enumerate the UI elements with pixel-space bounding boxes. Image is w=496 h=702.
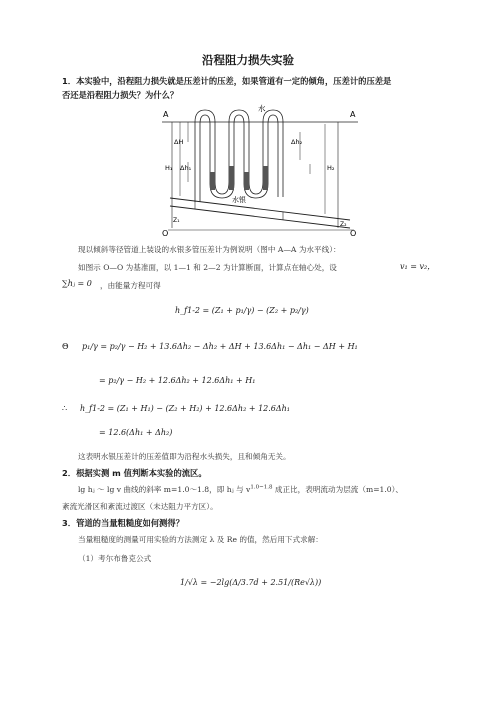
- equation-head-loss-result: = 12.6(Δh₁ + Δh₂): [99, 428, 173, 437]
- paragraph-slope: lg hⱼ ～ lg v 曲线的斜率 m=1.0～1.8，即 hⱼ 与 $v^{1.0\sim 1.8}$ 成正比，表明流动为层流（m=1.0）、: [78, 484, 404, 494]
- question-1-line1: 1．本实验中，沿程阻力损失就是压差计的压差，如果管道有一定的倾角，压差计的压差是: [62, 76, 392, 86]
- dimension-markers: [180, 122, 325, 214]
- label-z1: Z₁: [173, 217, 180, 224]
- paragraph-roughness: 当量粗糙度的测量可用实验的方法测定 λ 及 Re 的值，然后用下式求解：: [78, 535, 323, 544]
- label-mercury: 水银: [232, 196, 246, 204]
- equation-colebrook: 1/√λ = −2lg(Δ/3.7d + 2.51/(Re√λ)): [180, 578, 322, 587]
- label-o-left: O: [162, 229, 169, 238]
- label-h1: H₁: [165, 164, 173, 172]
- velocity-equality: v₁ = v₂，: [400, 262, 436, 271]
- label-a-left: A: [163, 110, 169, 119]
- paragraph-intro: 现以倾斜等径管道上装设的水银多管压差计为例说明（图中 A—A 为水平线）：: [78, 245, 341, 254]
- because-symbol: Θ: [62, 342, 69, 351]
- label-water: 水: [258, 104, 266, 113]
- label-z2: Z₂: [340, 221, 347, 228]
- label-delta-h2: Δh₂: [291, 138, 303, 146]
- equation-pressure-simplified: = p₂/γ − H₂ + 12.6Δh₂ + 12.6Δh₁ + H₁: [99, 376, 256, 385]
- equation-pressure: p₁/γ = p₂/γ − H₂ + 13.6Δh₂ − Δh₂ + ΔH + 13.6Δh₁ − Δh₁ − ΔH + H₁: [82, 342, 358, 351]
- paragraph-colebrook: （1）考尔布鲁克公式: [78, 554, 152, 563]
- page-title: 沿程阻力损失实验: [202, 53, 294, 67]
- paragraph-energy: ，由能量方程可得: [100, 281, 161, 290]
- label-delta-h1: Δh₁: [180, 164, 192, 172]
- sum-local-loss: ∑hⱼ = 0: [62, 279, 92, 288]
- mercury-fill: [210, 166, 268, 190]
- label-delta-h: ΔH: [174, 138, 184, 146]
- therefore-symbol: ∴: [62, 404, 68, 413]
- question-2: 2．根据实测 m 值判断本实验的流区。: [62, 468, 207, 478]
- label-a-right: A: [350, 110, 356, 119]
- u-tubes: [195, 110, 283, 202]
- question-3: 3．管道的当量粗糙度如何测得？: [62, 518, 184, 528]
- label-o-right: O: [350, 229, 357, 238]
- paragraph-datum: 如图示 O—O 为基准面，以 1—1 和 2—2 为计算断面，计算点在轴心处，设: [78, 263, 337, 272]
- paragraph-conclusion: 这表明水银压差计的压差值即为沿程水头损失，且和倾角无关。: [78, 452, 291, 461]
- equation-head-loss: h_f1-2 = (Z₁ + p₁/γ) − (Z₂ + p₂/γ): [175, 306, 309, 315]
- manometer-diagram: [160, 102, 360, 238]
- paragraph-flow-regime: 紊流光滑区和紊流过渡区（未达阻力平方区）。: [62, 502, 218, 511]
- equation-head-loss-expanded: h_f1-2 = (Z₁ + H₁) − (Z₂ + H₂) + 12.6Δh₂ + 12.6Δh₁: [80, 404, 291, 413]
- question-1-line2: 否还是沿程阻力损失？为什么？: [62, 90, 179, 100]
- label-h2: H₂: [327, 164, 335, 172]
